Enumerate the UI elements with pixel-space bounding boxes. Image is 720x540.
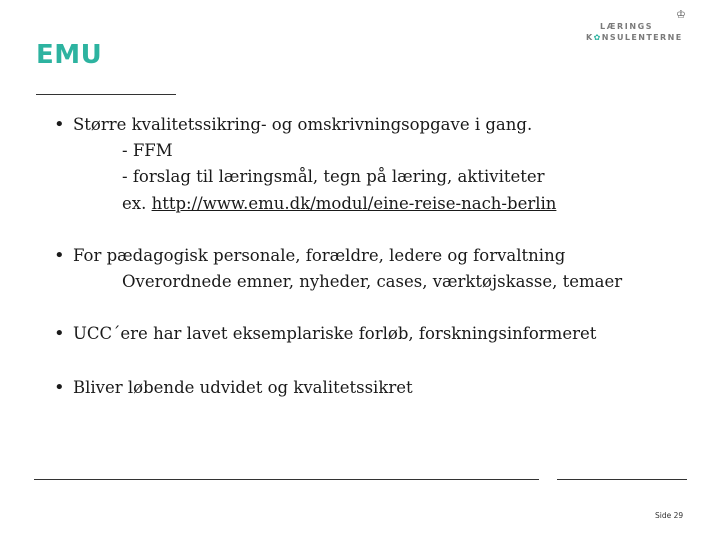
bullet-2-line-2: Overordnede emner, nyheder, cases, værktøjskasse, temaer xyxy=(122,272,623,291)
bullet-3-line-1: UCC´ere har lavet eksemplariske forløb, forskningsinformeret xyxy=(73,324,597,343)
bullet-1-line-2: - FFM xyxy=(122,141,173,160)
slide-title: EMU xyxy=(36,40,103,70)
bullet-2-line-1: For pædagogisk personale, forældre, ledere og forvaltning xyxy=(73,246,566,265)
bullet-4-line-1: Bliver løbende udvidet og kvalitetssikret xyxy=(73,378,413,397)
logo-text-rest: NSULENTERNE xyxy=(601,33,683,42)
bullet-marker: • xyxy=(54,245,65,266)
logo-letter-k: K xyxy=(586,33,594,42)
footer-divider-right xyxy=(557,479,687,480)
crown-icon: ♔ xyxy=(676,8,686,21)
logo-text-line1: LÆRINGS xyxy=(600,22,654,31)
bullet-1-line-4 xyxy=(122,196,556,213)
page-number: Side 29 xyxy=(655,511,684,520)
logo-text-line2 xyxy=(586,33,683,42)
footer-divider-left xyxy=(34,479,539,480)
bullet-marker: • xyxy=(54,114,65,135)
bullet-1-line-3: - forslag til læringsmål, tegn på læring, aktiviteter xyxy=(122,167,545,186)
bullet-marker: • xyxy=(54,377,65,398)
emu-link[interactable]: http://www.emu.dk/modul/eine-reise-nach-berlin xyxy=(151,194,557,213)
link-prefix: ex. xyxy=(122,194,152,213)
title-divider xyxy=(36,94,176,95)
flower-icon: ✿ xyxy=(593,33,602,42)
bullet-marker: • xyxy=(54,323,65,344)
bullet-1-line-1: Større kvalitetssikring- og omskrivningsopgave i gang. xyxy=(73,115,533,134)
